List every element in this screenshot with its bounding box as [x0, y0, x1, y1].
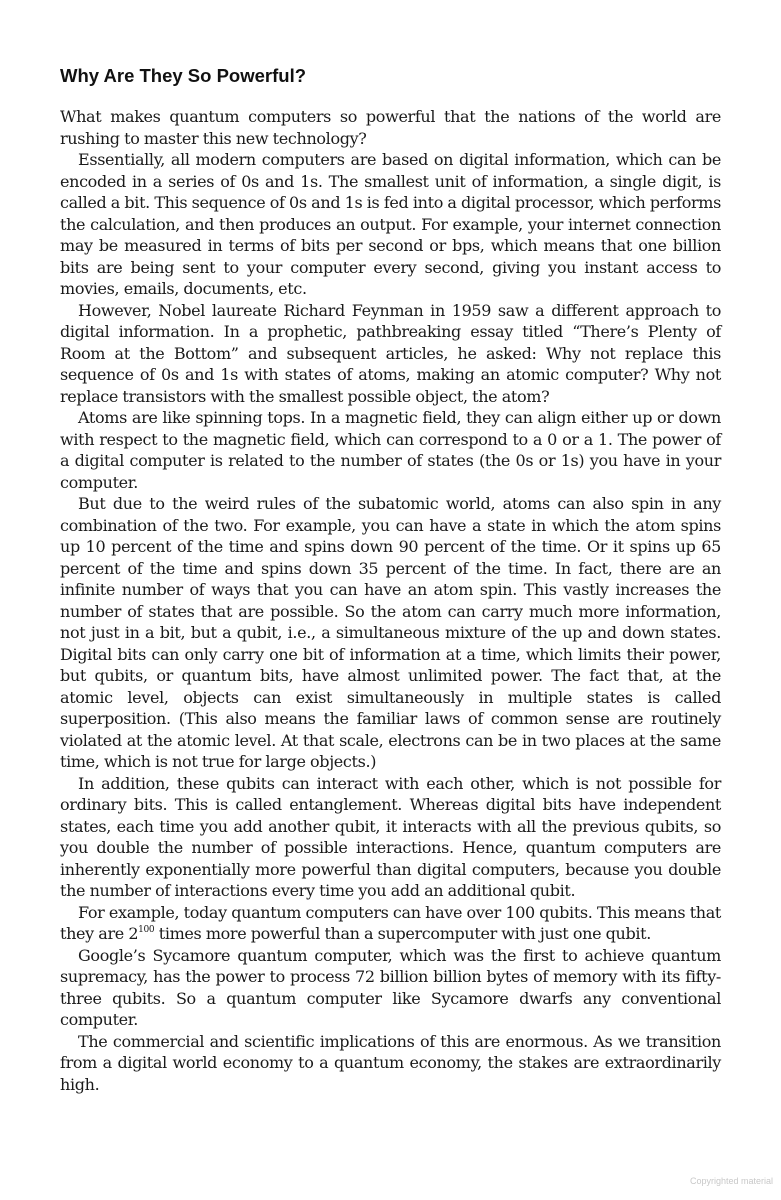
paragraph-implications: The commercial and scientific implications of this are enormous. As we transition from a digital world economy to a quantum economy, the stakes are extraordinarily high. — [60, 1031, 721, 1094]
paragraph-superposition: But due to the weird rules of the subatomic world, atoms can also spin in any combination of the two. For example, you can have a state in which the atom spins up 10 percent of the time and spins down 90 percent of the time. Or it spins up 65 percent of the time and spins down 35 percent of the time. In fact, there are an infinite number of ways that you can have an atom spin. This vastly increases the number of states that are possible. So the atom can carry much more information, not just in a bit, but a qubit, i.e., a simultaneous mixture of the up and down states. Digital bits can only carry one bit of information at a time, which limits their power, but qubits, or quantum bits, have almost unlimited power. The fact that, at the atomic level, objects can exist simultaneously in multiple states is called superposition. (This also means the familiar laws of common sense are routinely violated at the atomic level. At that scale, electrons can be in two places at the same time, which is not true for large objects.) — [60, 494, 721, 771]
page-content — [60, 64, 721, 1095]
paragraph-intro: What makes quantum computers so powerful that the nations of the world are rushing to master this new technology? — [60, 107, 721, 148]
paragraph-entanglement: In addition, these qubits can interact with each other, which is not possible for ordinary bits. This is called entanglement. Whereas digital bits have independent states, each time you add another qubit, it interacts with all the previous qubits, so you double the number of possible interactions. Hence, quantum computers are inherently exponentially more powerful than digital computers, because you double the number of interactions every time you add an additional qubit. — [60, 773, 721, 900]
section-heading: Why Are They So Powerful? — [60, 65, 307, 86]
paragraph-spinning-tops: Atoms are like spinning tops. In a magnetic field, they can align either up or down with respect to the magnetic field, which can correspond to a 0 or a 1. The power of a digital computer is related to the number of states (the 0s or 1s) you have in your computer. — [60, 408, 721, 492]
qubit-example-text-after: times more powerful than a supercomputer with just one qubit. — [154, 924, 651, 943]
qubit-example-text-before: For example, today quantum computers can have over 100 qubits. This means that they are 2 — [60, 902, 721, 943]
paragraph-qubit-example — [60, 902, 721, 945]
copyright-watermark: Copyrighted material — [689, 1176, 773, 1186]
paragraph-sycamore: Google’s Sycamore quantum computer, which was the first to achieve quantum supremacy, has the power to process 72 billion billion bytes of memory with its fifty-three qubits. So a quantum computer like Sycamore dwarfs any conventional computer. — [60, 945, 721, 1029]
exponent-superscript: 100 — [138, 925, 155, 935]
paragraph-feynman: However, Nobel laureate Richard Feynman in 1959 saw a different approach to digital information. In a prophetic, pathbreaking essay titled “There’s Plenty of Room at the Bottom” and subsequent articles, he asked: Why not replace this sequence of 0s and 1s with states of atoms, making an atomic computer? Why not replace transistors with the smallest possible object, the atom? — [60, 300, 721, 406]
paragraph-digital-information: Essentially, all modern computers are based on digital information, which can be encoded in a series of 0s and 1s. The smallest unit of information, a single digit, is called a bit. This sequence of 0s and 1s is fed into a digital processor, which performs the calculation, and then produces an output. For example, your internet connection may be measured in terms of bits per second or bps, which means that one billion bits are being sent to your computer every second, giving you instant access to movies, emails, documents, etc. — [60, 150, 721, 298]
